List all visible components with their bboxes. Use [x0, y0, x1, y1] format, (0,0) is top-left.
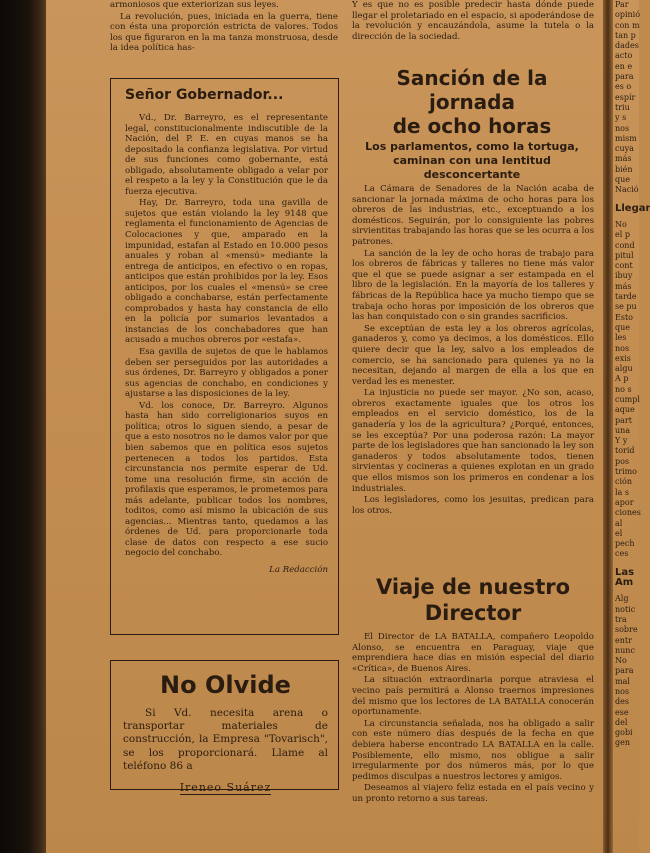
col3-line: tan p	[615, 30, 636, 40]
col3-line: gobi	[615, 728, 633, 738]
col3-line: bién	[615, 164, 633, 174]
sancion-headline-line2: de ocho horas	[392, 114, 552, 138]
col3-partial	[615, 0, 650, 749]
viaje-paragraph: La situación extraordinaria porque atraviesa el vecino país permitirá a Alonso traernos impresiones del mismo que los lectores de LA BATALLA conocerán oportunamente.	[352, 675, 594, 718]
col3-line: pech	[615, 539, 635, 549]
col3-heading: Llegar	[615, 202, 650, 214]
col3-line: pitul	[615, 250, 634, 260]
col3-line: y s	[615, 113, 627, 123]
col3-line: exis	[615, 353, 631, 363]
sancion-paragraph: La injusticia no puede ser mayor. ¿No son, acaso, obreros exactamente iguales que los otros los empleados en el servicio doméstico, los de la ganadería y los de la agricultura? ¿Porqué, entonces, se les exceptúa? Por una poderosa razón: La mayor parte de los legisladores que han sancionado la ley son ganaderos y todos absolutamente todos, tienen sirvientas y cocineras a quienes explotan en un grado que ellos mismos son los primeros en condenar a los industriales.	[352, 388, 594, 494]
col3-line: la s	[615, 487, 629, 497]
sancion-paragraph: La Cámara de Senadores de la Nación acaba de sancionar la jornada máxima de ocho horas para los obreros de las industrias, etc., exceptuando a los domésticos. Seguirán, por lo consiguiente las pobres sirvientitas trabajando las horas que se les ocurra a los patrones.	[352, 184, 594, 247]
col3-line: algu	[615, 364, 633, 374]
sancion-paragraph: La sanción de la ley de ocho horas de trabajo para los obreros de fábricas y talleres no tiene más valor que el que se puede asignar a ser estampada en el libro de la legislación. En la mayoría de los talleres y fábricas de la República hace ya mucho tiempo que se trabaja ocho horas por imposición de los obreros que las han conquistado con o sin grandes sacrificios.	[352, 248, 594, 323]
col3-block-b	[615, 220, 645, 560]
sancion-body	[352, 184, 594, 517]
viaje-headline: Viaje de nuestro Director	[375, 575, 571, 625]
col3-line: cond	[615, 240, 635, 250]
col3-line: nos	[615, 343, 630, 353]
col3-line: nunc	[615, 645, 635, 655]
col3-line: Y y	[615, 436, 628, 446]
col3-line: cont	[615, 261, 633, 271]
col3-line: una	[615, 425, 631, 435]
page-shadow-edge	[0, 0, 50, 853]
senor-paragraph: Hay, Dr. Barreyro, toda una gavilla de sujetos que están violando la ley 9148 que reglamenta el funcionamiento de Agencias de Colocaciones y que, amparado en la impunidad, estafan al Estado en 10.000 pesos anuales y roban al «mensú» mediante la entrega de anticipos, en efectivo o en ropas, anticipos que están prohibidos por la ley. Esos anticipos, por los cuales el «mensú» se cree obligado a conchabarse, están perfectamente comprobados y hasta hay constancia de ello en la policía por sumarios levantados a instancias de los conchabadores que han acusado a muchos obreros por «estafa».	[125, 198, 328, 346]
sancion-paragraph: Los legisladores, como los jesuitas, predican para los otros.	[352, 495, 594, 516]
col3-line: cumpl	[615, 394, 640, 404]
col3-line: ces	[615, 549, 629, 559]
col3-line: tarde	[615, 292, 637, 302]
col3-heading-2: Las Am	[615, 566, 635, 589]
senor-paragraph: Esa gavilla de sujetos de que le hablamos deben ser perseguidos por las autoridades a sus órdenes, Dr. Barreyro y obligados a poner sus agencias de conchabo, en condiciones y ajustarse a las disposiciones de la ley.	[125, 347, 328, 400]
page-fold	[603, 0, 613, 853]
viaje-paragraph: La circunstancia señalada, nos ha obligado a salir con este número días después de la fecha en que debiera haberse encontrado LA BATALLA en la calle. Posiblemente, ello mismo, nos obligue a salir irregularmente por dos números más, por lo que pedimos disculpas a nuestros lectores y amigos.	[352, 718, 594, 782]
col3-line: mal	[615, 676, 630, 686]
col3-line: tra	[615, 614, 627, 624]
col3-line: es o	[615, 82, 632, 92]
col3-line: acto	[615, 51, 633, 61]
col3-line: para	[615, 72, 634, 82]
col3-line: apor	[615, 497, 634, 507]
col3-line: cuya	[615, 144, 634, 154]
senor-signature: La Redacción	[269, 564, 328, 575]
col1-top-text	[110, 0, 338, 55]
col3-line: des	[615, 697, 629, 707]
col3-line: más	[615, 281, 632, 291]
col3-line: torid	[615, 446, 635, 456]
col3-line: el	[615, 528, 623, 538]
col3-line: Nació	[615, 185, 639, 195]
col3-line: A p	[615, 374, 629, 384]
col3-line: pos	[615, 456, 630, 466]
col3-line: que	[615, 322, 631, 332]
col3-line: entr	[615, 635, 632, 645]
viaje-paragraph: Deseamos al viajero feliz estada en el país vecino y un pronto retorno a sus tareas.	[352, 783, 594, 804]
col3-line: nos	[615, 687, 630, 696]
col3-line: No	[615, 656, 627, 666]
col3-line: ese	[615, 707, 629, 717]
senor-paragraph: Vd., Dr. Barreyro, es el representante legal, constitucionalmente indiscutible de la Nación, del P. E. en cuyas manos se ha depositado la confianza legislativa. Por virtud de sus funciones como gobernante, está obligado, absolutamente obligado a velar por el respeto a la ley y la Constitución que le da fuerza ejecutiva.	[125, 113, 328, 197]
col1-line: armoniosos que exteriorizan sus leyes.	[110, 0, 279, 10]
sancion-headline-line1: Sanción de la jornada	[396, 66, 548, 114]
sancion-headline	[352, 66, 592, 138]
col3-line: no s	[615, 384, 632, 394]
col3-line: trimo	[615, 467, 637, 477]
senor-gobernador-box	[110, 78, 339, 635]
col3-line: aque	[615, 405, 635, 415]
col2-top-text	[352, 0, 594, 43]
col3-line: más	[615, 154, 632, 164]
col3-line: ciones	[615, 508, 641, 518]
viaje-body	[352, 632, 594, 806]
advert-text: Si Vd. necesita arena o transportar materiales de construcción, la Empresa "Tovarisch", se los proporcionará. Llame al teléfono 86 a	[123, 707, 328, 772]
col1-paragraph: La revolución, pues, iniciada en la guerra, tiene con ésta una proporción estricta de valores. Todos los que figuraron en la ma tanza monstruosa, desde la idea política has-	[110, 11, 338, 54]
col3-line: que	[615, 175, 631, 185]
col3-line: nos	[615, 123, 630, 133]
col3-line: ción	[615, 477, 633, 487]
col3-line: al	[615, 518, 623, 528]
advert-name: Ireneo Suárez	[179, 781, 272, 795]
col3-line: les	[615, 333, 627, 343]
col3-line: para	[615, 666, 634, 676]
col3-line: triu	[615, 102, 630, 112]
col3-line: Alg	[615, 594, 629, 604]
col3-line: No	[615, 219, 627, 229]
col3-line: espír	[615, 92, 636, 102]
viaje-paragraph: El Director de LA BATALLA, compañero Leopoldo Alonso, se encuentra en Paraguay, viaje que emprendiera hace días en misión especial del diario «Crítica», de Buenos Aires.	[352, 632, 594, 674]
col3-line: mism	[615, 133, 637, 143]
senor-gobernador-title: Señor Gobernador...	[125, 87, 284, 103]
col3-line: gen	[615, 738, 631, 748]
col3-line: Esto	[615, 312, 633, 322]
col3-line: el p	[615, 230, 630, 240]
col3-line: se pu	[615, 302, 637, 312]
col3-line: del	[615, 717, 628, 727]
senor-paragraph: Vd. los conoce, Dr. Barreyro. Algunos hasta han sido correligionarios suyos en política; otros lo siguen siendo, a pesar de que a esto nosotros no le damos valor por que bien sabemos que en política esos sujetos pertenecen a todos los partidos. Esta circunstancia nos permite esperar de Ud. tome una resolución firme, sin acción de profilaxis que esperamos, le prometemos para más adelante, publicar todos los nombres, toditos, como así mismo la ubicación de sus agencias... Mientras tanto, quedamos a las órdenes de Ud. para proporcionarle toda clase de datos con respecto a ese sucio negocio del conchabo.	[125, 400, 328, 559]
advert-title: No Olvide	[160, 671, 291, 699]
col2-top-paragraph: Y es que no es posible predecir hasta dónde puede llegar el proletariado en el espacio, si apoderándose de la revolución y encauzándola, asume la tutela o la dirección de la sociedad.	[352, 0, 594, 42]
col3-line: Par	[615, 0, 629, 9]
no-olvide-advert	[110, 660, 339, 795]
col3-block-a	[615, 0, 645, 196]
col3-line: ibuy	[615, 271, 633, 281]
col3-line: opinió	[615, 10, 641, 20]
col3-line: part	[615, 415, 632, 425]
col3-block-c	[615, 594, 645, 748]
col3-line: en e	[615, 61, 633, 71]
sancion-subtitle: Los parlamentos, como la tortuga, caminan con una lentitud desconcertante	[365, 140, 579, 181]
col3-line: dades	[615, 41, 639, 51]
col3-line: sobre	[615, 625, 638, 635]
sancion-paragraph: Se exceptúan de esta ley a los obreros agrícolas, ganaderos y, como ya decimos, a los domésticos. Ello quiere decir que la ley, salvo a los empleados de comercio, se ha sancionado para quienes ya no la necesitan, dejando al margen de ella a los que en verdad les es menester.	[352, 323, 594, 387]
col3-line: notic	[615, 604, 636, 614]
col3-line: con m	[615, 20, 640, 30]
